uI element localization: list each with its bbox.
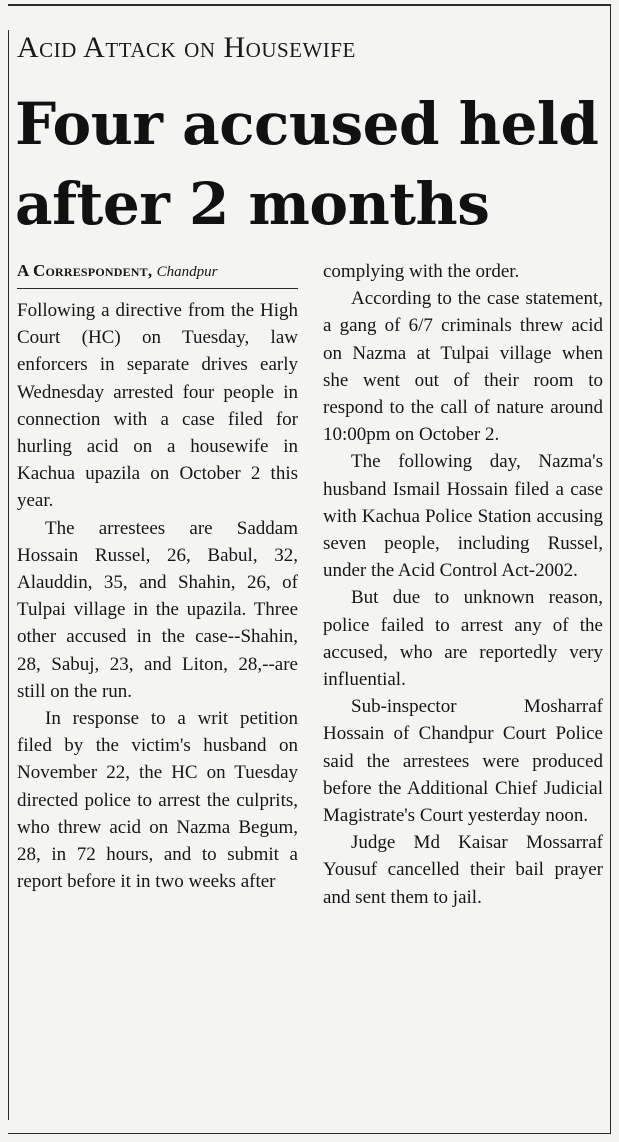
byline <box>17 258 298 289</box>
right-rule <box>610 4 611 1134</box>
top-rule <box>8 4 611 6</box>
left-rule <box>8 30 9 1120</box>
paragraph-6: But due to unknown reason, police failed to arrest any of the accused, who are reportedly very influential. <box>323 587 603 691</box>
paragraph-3-part-2: complying with the order. <box>323 261 520 282</box>
paragraph-4: According to the case statement, a gang of 6/7 criminals threw acid on Nazma at Tulpai village when she went out of their room to respond to the call of nature around 10:00pm on October 2. <box>323 288 603 446</box>
byline-place: Chandpur <box>156 264 218 280</box>
column-left <box>17 258 298 895</box>
paragraph-3-part-1: In response to a writ petition filed by the victim's husband on November 22, the HC on Tuesday directed police to arrest the culprits, who threw acid on Nazma Begum, 28, in 72 hours, and to submit a report before it in two weeks after <box>17 708 298 893</box>
paragraph-1: Following a directive from the High Court (HC) on Tuesday, law enforcers in separate drives early Wednesday arrested four people in connection with a case filed for hurling acid on a housewife in Kachua upazila on October 2 this year. <box>17 300 298 512</box>
column-right <box>323 258 603 911</box>
paragraph-8: Judge Md Kaisar Mossarraf Yousuf cancelled their bail prayer and sent them to jail. <box>323 832 603 908</box>
paragraph-7: Sub-inspector Mosharraf Hossain of Chandpur Court Police said the arrestees were produced before the Additional Chief Judicial Magistrate's Court yesterday noon. <box>323 696 603 827</box>
paragraph-5: The following day, Nazma's husband Ismail Hossain filed a case with Kachua Police Station accusing seven people, including Russel, under the Acid Control Act-2002. <box>323 451 603 582</box>
headline: Four accused held after 2 months <box>15 90 599 238</box>
bottom-rule <box>8 1133 611 1134</box>
kicker: Acid Attack on Housewife <box>17 31 356 64</box>
byline-name: A Correspondent, <box>17 261 153 280</box>
paragraph-2: The arrestees are Saddam Hossain Russel, 26, Babul, 32, Alauddin, 35, and Shahin, 26, of Tulpai village in the upazila. Three other accused in the case--Shahin, 28, Sabuj, 23, and Liton, 28,--are still on the run. <box>17 517 298 702</box>
